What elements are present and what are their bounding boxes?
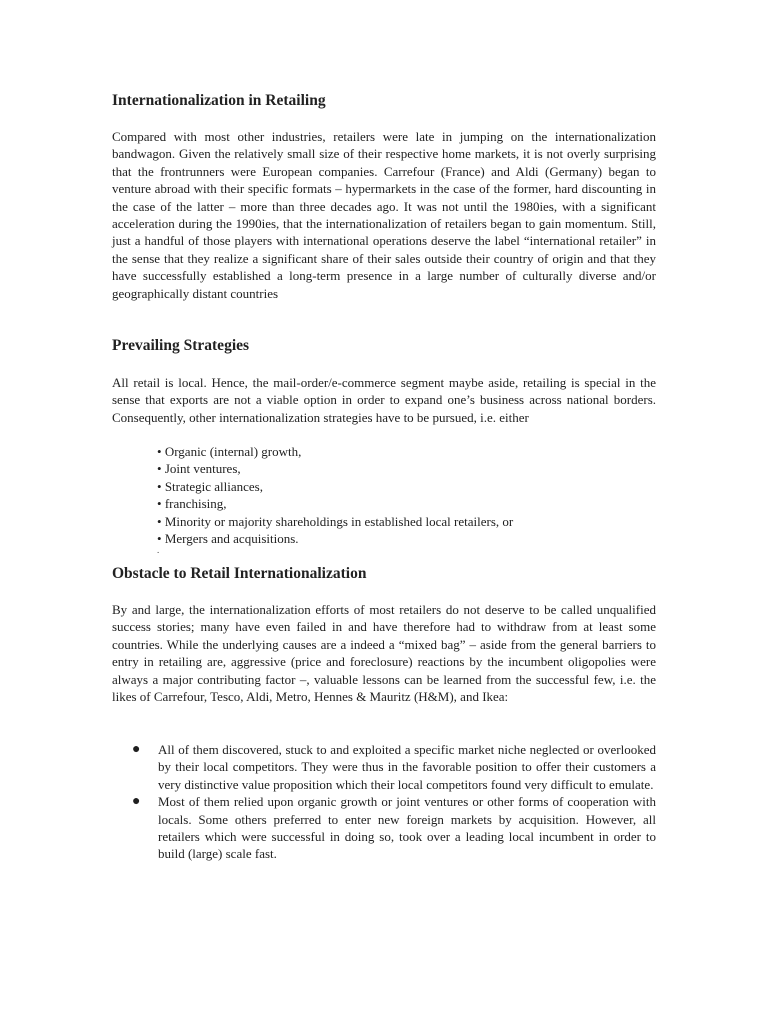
strategies-list: [157, 443, 513, 547]
list-item: • Minority or majority shareholdings in established local retailers, or: [157, 513, 513, 530]
bullet-icon: ●: [132, 794, 141, 810]
list-item: [130, 741, 656, 793]
list-item-text: All of them discovered, stuck to and exploited a specific market niche neglected or overlooked by their local competitors. They were thus in the favorable position to offer their customers a very distinctive value proposition which their local competitors found very difficult to emulate.: [158, 742, 656, 792]
stray-mark: .: [157, 545, 160, 555]
bullet-icon: ●: [132, 742, 141, 757]
list-item: • franchising,: [157, 495, 513, 512]
list-item: • Mergers and acquisitions.: [157, 530, 513, 547]
lessons-list: [130, 741, 656, 863]
list-item: • Strategic alliances,: [157, 478, 513, 495]
section-heading-prevailing-strategies: Prevailing Strategies: [112, 337, 250, 354]
list-item: • Organic (internal) growth,: [157, 443, 513, 460]
list-item: [130, 793, 656, 863]
list-item: • Joint ventures,: [157, 460, 513, 477]
intro-paragraph: Compared with most other industries, retailers were late in jumping on the internationalization bandwagon. Given the relatively small size of their respective home markets, it is not overly surprising that the frontrunners were European companies. Carrefour (France) and Aldi (Germany) began to venture abroad with their specific formats – hypermarkets in the case of the former, hard discounting in the case of the latter – more than three decades ago. It was not until the 1980ies, with a significant acceleration during the 1990ies, that the internationalization of retailers began to gain momentum. Still, just a handful of those players with international operations deserve the label “international retailer” in the sense that they realize a significant share of their sales outside their country of origin and that they have successfully established a long-term presence in a large number of culturally diverse and/or geographically distant countries: [112, 129, 656, 301]
section-heading-internationalization: Internationalization in Retailing: [112, 92, 326, 109]
obstacle-paragraph: By and large, the internationalization efforts of most retailers do not deserve to be called unqualified success stories; many have even failed in and have therefore had to withdraw from at least some countries. While the underlying causes are a indeed a “mixed bag” – aside from the general barriers to entry in retailing are, aggressive (price and foreclosure) reactions by the incumbent oligopolies were always a major contributing factor –, valuable lessons can be learned from the successful few, i.e. the likes of Carrefour, Tesco, Aldi, Metro, Hennes & Mauritz (H&M), and Ikea:: [112, 602, 656, 705]
section-heading-obstacle: Obstacle to Retail Internationalization: [112, 565, 367, 582]
list-item-text: Most of them relied upon organic growth or joint ventures or other forms of cooperation with locals. Some others preferred to enter new foreign markets by acquisition. However, all retailers which were successful in doing so, took over a leading local incumbent in order to build (large) scale fast.: [158, 794, 656, 862]
strategies-paragraph: All retail is local. Hence, the mail-order/e-commerce segment maybe aside, retailing is special in the sense that exports are not a viable option in order to expand one’s business across national borders. Consequently, other internationalization strategies have to be pursued, i.e. either: [112, 375, 656, 425]
